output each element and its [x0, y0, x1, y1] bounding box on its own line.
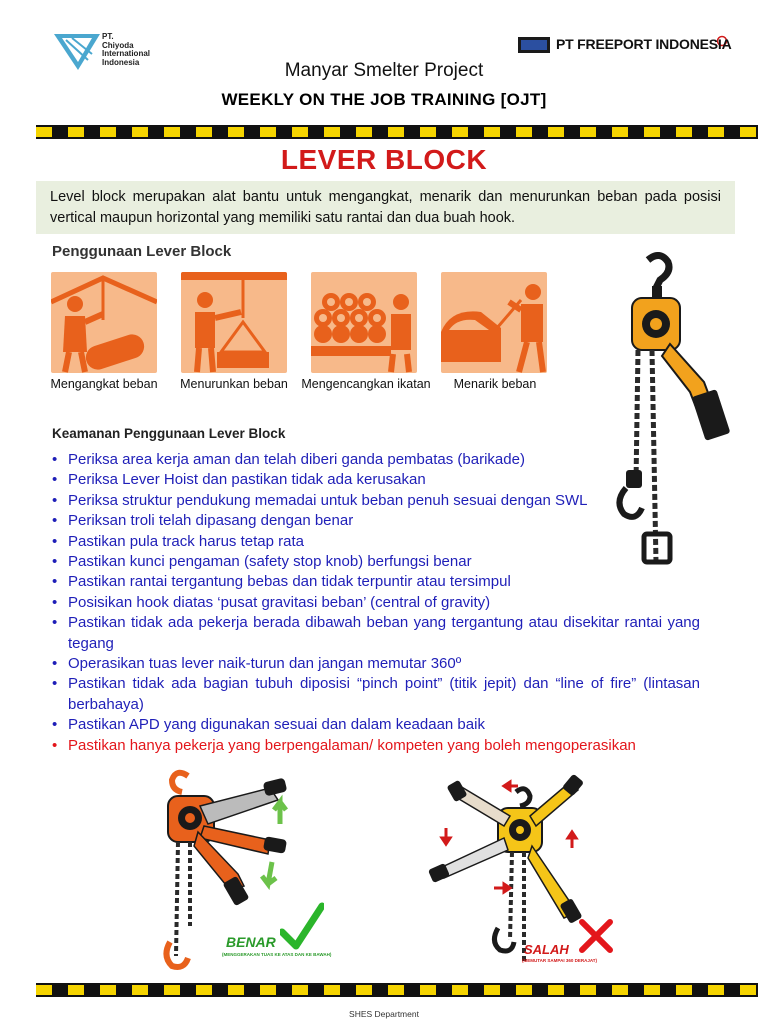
safety-heading: Keamanan Penggunaan Lever Block [52, 426, 286, 441]
list-item: • Periksan troli telah dipasang dengan benar [50, 511, 700, 531]
lifting-load-icon [51, 272, 157, 373]
cross-icon [578, 918, 614, 954]
list-item: • Pastikan kunci pengaman (safety stop knob) berfungsi benar [50, 552, 700, 572]
footer-department: SHES Department [349, 1009, 419, 1019]
usage-label-pulling: Menarik beban [453, 377, 537, 391]
usage-label-tightening: Mengencangkan ikatan [301, 377, 431, 391]
pulling-load-icon [441, 272, 547, 373]
correct-sublabel: (MENGGERAKAN TUAS KE ATAS DAN KE BAWAH) [222, 952, 332, 957]
list-item: • Periksa area kerja aman dan telah diberi ganda pembatas (barikade) [50, 450, 700, 470]
lowering-load-icon [181, 272, 287, 373]
project-title: Manyar Smelter Project [284, 60, 484, 81]
usage-heading: Penggunaan Lever Block [52, 243, 232, 260]
list-item: • Pastikan APD yang digunakan sesuai dan dalam keadaan baik [50, 715, 700, 735]
list-item: • Pastikan tidak ada pekerja berada dibawah beban yang tergantung atau disekitar rantai yang tegang [50, 613, 700, 654]
safety-list [50, 450, 700, 756]
list-item: • Pastikan rantai tergantung bebas dan tidak terpuntir atau tersimpul [50, 572, 700, 592]
hazard-stripe-bottom [36, 983, 758, 997]
list-item: • Pastikan pula track harus tetap rata [50, 532, 700, 552]
intro-text: Level block merupakan alat bantu untuk mengangkat, menarik dan menurunkan beban pada posisi vertical maupun horizontal yang memiliki satu rantai dan dua buah hook. [36, 181, 735, 234]
usage-label-lifting: Mengangkat beban [50, 377, 158, 391]
freeport-company-name: PT FREEPORT INDONESIA [556, 36, 732, 52]
list-item: • Periksa Lever Hoist dan pastikan tidak ada kerusakan [50, 470, 700, 490]
wrong-sublabel: (MEMUTAR SAMPAI 360 DERAJAT) [522, 958, 598, 963]
hazard-stripe-top [36, 125, 758, 139]
list-item: • Pastikan tidak ada bagian tubuh diposisi “pinch point” (titik jepit) dan “line of fire” (lintasan berbahaya) [50, 674, 700, 715]
correct-label: BENAR [226, 934, 276, 950]
list-item: • Pastikan hanya pekerja yang berpengalaman/ kompeten yang boleh mengoperasikan [50, 736, 700, 756]
usage-label-lowering: Menurunkan beban [180, 377, 288, 391]
list-item: • Periksa struktur pendukung memadai untuk beban penuh sesuai dengan SWL [50, 491, 700, 511]
wrong-label: SALAH [524, 942, 569, 957]
training-title: WEEKLY ON THE JOB TRAINING [OJT] [221, 90, 547, 109]
page-title: LEVER BLOCK [280, 144, 488, 175]
chiyoda-company-name: PT. Chiyoda International Indonesia [102, 32, 151, 67]
tightening-binding-icon [311, 272, 417, 373]
list-item: • Operasikan tuas lever naik-turun dan jangan memutar 360º [50, 654, 700, 674]
check-icon [280, 902, 324, 952]
list-item: • Posisikan hook diatas ‘pusat gravitasi beban’ (central of gravity) [50, 593, 700, 613]
